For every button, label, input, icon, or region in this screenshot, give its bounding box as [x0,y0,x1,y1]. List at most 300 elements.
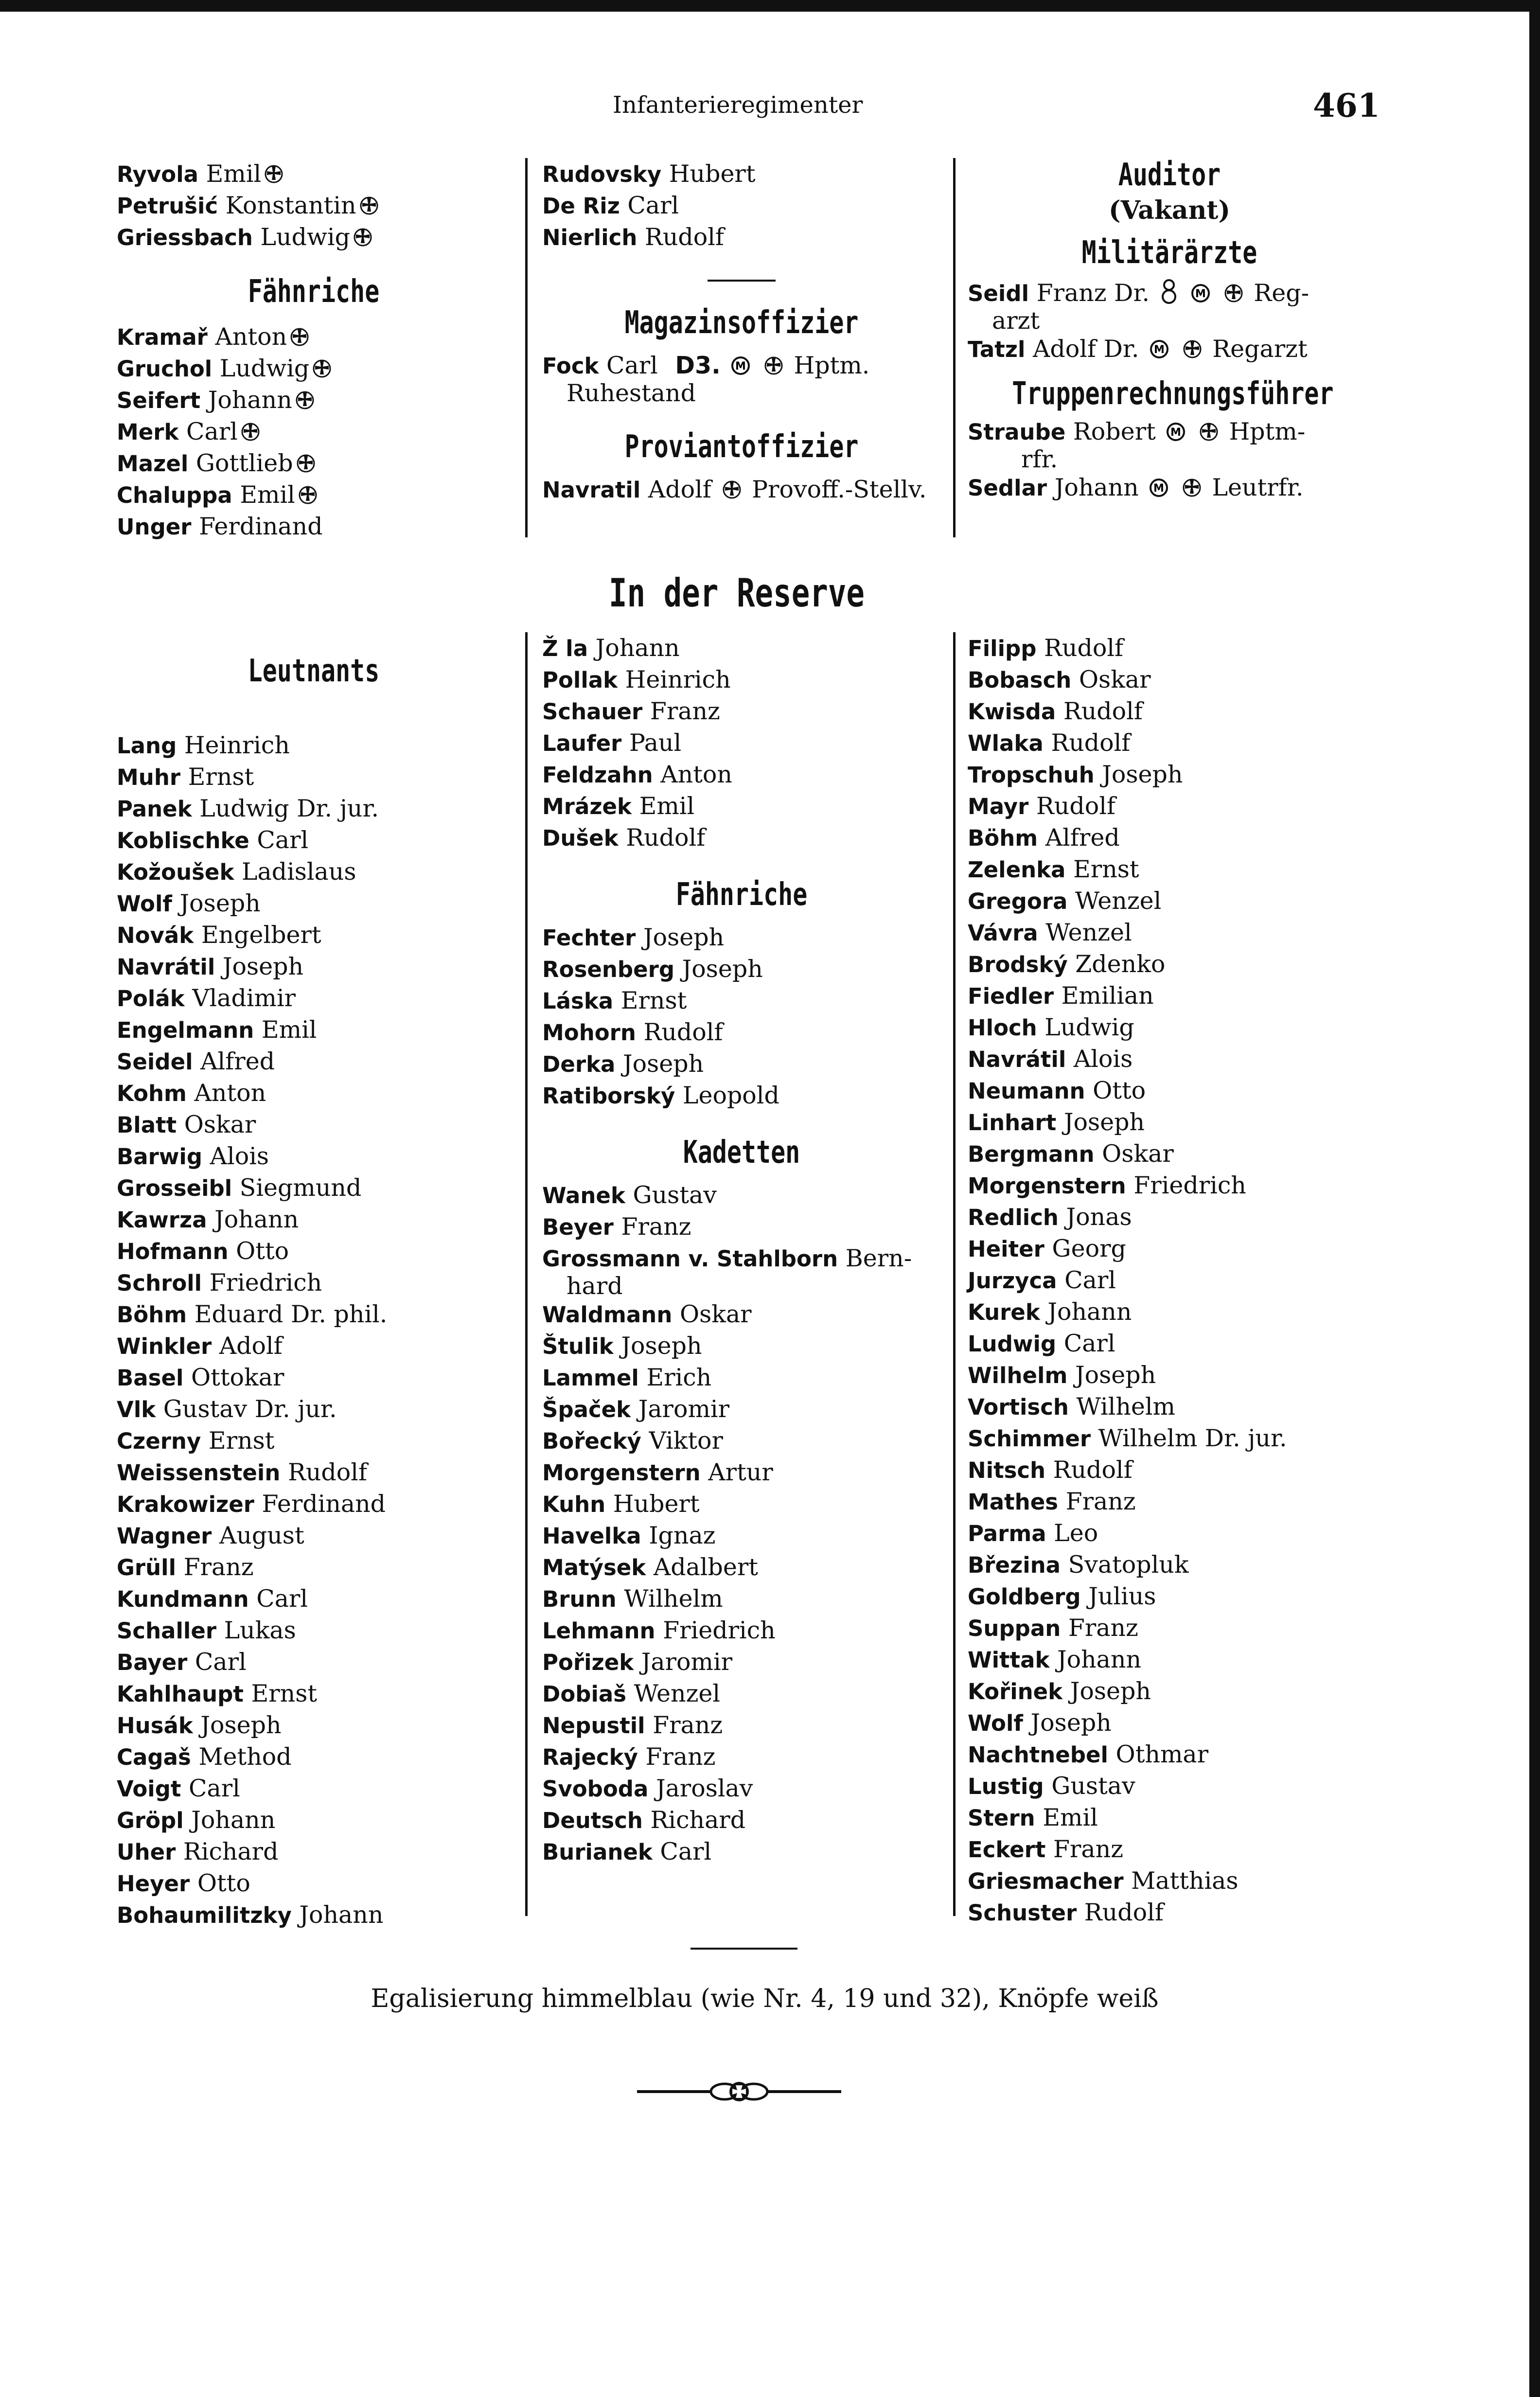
list-item [117,951,511,982]
surname: Kahlhaupt [117,1681,244,1707]
given-name: Oskar [1079,666,1151,693]
list-item [542,1179,941,1211]
given-name: Rudolf [644,223,725,251]
surname: Ryvola [117,161,199,187]
surname: Koblischke [117,828,249,853]
list-item [968,1612,1371,1644]
cross-pattee-icon [264,160,283,192]
list-item [117,1393,511,1425]
section-title: Auditor [1118,157,1221,193]
given-name: Lukas [224,1616,296,1644]
list-item [117,1709,511,1741]
given-name: Wilhelm [624,1585,723,1613]
surname: Seidl [968,281,1029,306]
list-item [117,1140,511,1172]
given-name: Engelbert [201,921,321,949]
surname: Navrátil [117,954,215,980]
given-name: Hubert [613,1490,700,1518]
surname: Heyer [117,1871,190,1897]
surname: Derka [542,1051,616,1077]
list-item [542,1804,941,1836]
reserve-title: In der Reserve [609,570,865,616]
given-name: Ludwig Dr. jur. [199,795,379,822]
surname: Husák [117,1713,193,1739]
given-name: Viktor [649,1427,723,1455]
surname: Laufer [542,730,622,756]
given-name: Carl [195,1648,247,1676]
surname: Burianek [542,1839,653,1865]
given-name: Joseph [1063,1108,1145,1136]
surname: Feldzahn [542,762,653,788]
given-name: Franz [653,1711,723,1739]
given-name: Carl [627,192,679,219]
surname: Vávra [968,920,1038,946]
cross-pattee-icon [312,355,332,386]
given-name: Joseph [682,955,763,983]
surname: Wittak [968,1647,1050,1673]
section-title: Fähnriche [248,274,380,310]
kadetten-list [542,1179,941,1867]
surname: Mohorn [542,1020,636,1046]
top-right-column [968,156,1371,503]
rank: Provoff.-Stellv. [752,476,927,503]
m-medal-icon [1166,418,1186,449]
given-name: Anton [215,323,287,351]
surname: Kořinek [968,1679,1063,1705]
given-name: Johann [208,386,292,414]
surname: Láska [542,988,614,1014]
surname: Kurek [968,1299,1040,1325]
given-name: Ernst [208,1427,275,1455]
knot-icon [1160,278,1178,312]
section-title: Truppenrechnungsführer [1012,376,1334,412]
given-name: Alois [210,1142,269,1170]
surname: Uher [117,1839,176,1865]
surname: Wagner [117,1523,212,1549]
surname: Stern [968,1805,1035,1831]
surname: Voigt [117,1776,181,1802]
list-item-continued: arzt [992,307,1040,335]
surname: Weissenstein [117,1460,281,1486]
svg-text:M: M [735,360,746,373]
rank: Regarzt [1212,335,1308,363]
given-name: Oskar [679,1300,752,1328]
given-name: Johann [1057,1646,1141,1673]
list-item [968,416,1371,447]
list-item [968,1264,1371,1296]
column-rule [953,632,956,1916]
list-item [542,1741,941,1773]
reserve-right-column [968,632,1371,1928]
given-name: Franz Dr. [1036,279,1150,307]
given-name: Johann [595,634,680,662]
surname: Sedlar [968,475,1047,501]
list-item [117,1804,511,1836]
given-name: Ludwig [1044,1013,1134,1041]
given-name: Ludwig [260,223,350,251]
list-item [968,1233,1371,1264]
cross-pattee-icon [1182,474,1202,505]
given-name: Jonas [1066,1203,1132,1231]
list-item [542,790,941,822]
surname: Rudovsky [542,161,662,187]
given-name: Carl [256,1585,308,1613]
surname: Gruchol [117,356,212,382]
svg-text:M: M [1153,482,1165,495]
list-item [542,759,941,790]
svg-text:M: M [1170,426,1182,439]
surname: Grüll [117,1555,177,1580]
list-item [117,221,511,253]
list-item [117,1520,511,1551]
given-name: Adolf Dr. [1032,335,1139,363]
list-item [117,1615,511,1646]
list-item [117,1741,511,1773]
section-title: Kadetten [683,1135,800,1171]
given-name: Bern- [845,1244,912,1272]
surname: Ž la [542,636,588,661]
given-name: Ernst [188,763,254,791]
rank: Reg- [1254,279,1310,307]
given-name: Jaromir [638,1395,730,1423]
given-name: Emil [206,160,262,188]
surname: Parma [968,1521,1046,1546]
surname: Nitsch [968,1457,1046,1483]
list-item [968,1517,1371,1549]
list-item [117,729,511,761]
given-name: Leo [1054,1519,1098,1547]
surname: Špaček [542,1397,631,1422]
list-item [542,1298,941,1330]
given-name: Ottokar [191,1364,284,1391]
list-item [968,1675,1371,1707]
top-middle-column [542,158,941,505]
page-number: 461 [1313,87,1380,124]
rank: Leutrfr. [1212,474,1304,501]
list-item [542,350,941,381]
given-name: Wenzel [634,1680,721,1707]
given-name: Hubert [669,160,756,188]
surname: Neumann [968,1078,1085,1104]
given-name: Anton [660,761,732,788]
officer-list [117,158,511,253]
list-item [968,664,1371,695]
given-name: Ernst [620,987,687,1014]
footer-separator [690,1948,797,1950]
surname: Nepustil [542,1713,645,1739]
surname: Cagaš [117,1744,191,1770]
given-name: Rudolf [1063,697,1143,725]
surname: Gröpl [117,1808,184,1833]
list-item [117,1330,511,1362]
surname: Mathes [968,1489,1058,1515]
list-item [117,982,511,1014]
given-name: Johann [1054,474,1139,501]
surname: Bayer [117,1650,188,1675]
list-item [117,1425,511,1456]
surname: Kawrza [117,1207,207,1233]
list-item [968,1770,1371,1802]
list-item [117,824,511,856]
given-name: Carl [660,1838,712,1865]
given-name: Rudolf [643,1018,723,1046]
given-name: Rudolf [1051,729,1131,757]
surname: Griessbach [117,225,253,250]
surname: Petrušić [117,193,218,219]
surname: Brunn [542,1586,617,1612]
given-name: Vladimir [192,984,296,1012]
surname: Chaluppa [117,482,232,508]
m-medal-icon [1150,335,1169,367]
rank: Hptm. [794,352,870,379]
given-name: Joseph [1102,761,1183,788]
list-item [968,1328,1371,1359]
surname: Morgenstern [968,1173,1126,1199]
list-item [968,1391,1371,1422]
surname: Havelka [542,1523,641,1549]
surname: Dušek [542,825,619,851]
surname: Gregora [968,888,1068,914]
list-item [968,695,1371,727]
surname: Kuhn [542,1491,606,1517]
list-item [542,1330,941,1362]
list-item [968,822,1371,853]
given-name: Friedrich [209,1269,322,1296]
surname: Redlich [968,1205,1059,1230]
list-item [542,221,941,253]
given-name: Franz [650,697,720,725]
given-name: Joseph [1070,1677,1151,1705]
surname: Mayr [968,794,1029,819]
list-item [968,1170,1371,1201]
m-medal-icon [1149,474,1168,505]
reserve-middle-column [542,632,941,1867]
given-name: Joseph [222,953,304,980]
list-item [542,1080,941,1111]
given-name: August [219,1522,304,1549]
list-item [117,1773,511,1804]
surname: Ratiborský [542,1083,675,1109]
surname: Muhr [117,764,181,790]
given-name: Wilhelm Dr. jur. [1098,1424,1287,1452]
officer-list [542,158,941,253]
surname: Suppan [968,1616,1061,1641]
given-name: Ignaz [649,1522,716,1549]
given-name: Gustav Dr. jur. [163,1395,337,1423]
given-name: Konstantin [225,192,356,219]
given-name: Gustav [633,1181,717,1209]
given-name: Johann [191,1806,276,1834]
surname: Rajecký [542,1744,638,1770]
list-item [117,447,511,479]
surname: Bořecký [542,1428,641,1454]
list-item [542,1646,941,1678]
cross-pattee-icon [295,386,315,418]
list-item [968,1549,1371,1580]
list-item [542,1488,941,1520]
surname: Jurzyca [968,1268,1057,1294]
surname: Brodský [968,952,1068,977]
list-item-continued: Ruhestand [566,379,696,407]
given-name: Ladislaus [241,858,356,886]
section-subtitle: (Vakant) [1108,195,1231,225]
list-item-continued: hard [566,1272,623,1300]
list-item [117,1646,511,1678]
surname: Kwisda [968,699,1056,725]
cross-pattee-icon [764,352,783,383]
surname: Czerny [117,1428,201,1454]
section-title: Proviantoffizier [624,429,859,465]
surname: Merk [117,419,179,445]
given-name: Alfred [200,1048,275,1075]
surname: Schuster [968,1900,1077,1926]
surname: Engelmann [117,1017,254,1043]
list-item [117,793,511,824]
given-name: Johann [299,1901,384,1929]
given-name: Erich [646,1364,712,1391]
given-name: Friedrich [1133,1172,1246,1199]
given-name: Otto [197,1869,250,1897]
given-name: Franz [1068,1614,1138,1642]
surname: Březina [968,1552,1061,1578]
list-item-continued: rfr. [1021,445,1058,473]
cross-pattee-icon [1224,279,1243,311]
list-item [542,474,941,505]
given-name: Richard [183,1838,279,1865]
list-item [117,1456,511,1488]
surname: Mazel [117,451,189,477]
list-item [968,980,1371,1012]
given-name: Friedrich [663,1616,776,1644]
list-item [117,1551,511,1583]
given-name: Julius [1088,1582,1156,1610]
list-item [117,384,511,416]
given-name: Leopold [682,1082,779,1109]
surname: Vlk [117,1397,156,1422]
given-name: Adalbert [653,1553,758,1581]
given-name: Wenzel [1075,887,1162,915]
list-item [542,695,941,727]
surname: Schaller [117,1618,217,1644]
list-item [117,158,511,190]
list-item [968,1739,1371,1770]
column-rule [953,158,956,537]
list-item [542,1583,941,1615]
m-medal-icon [731,352,750,383]
surname: Wolf [968,1710,1023,1736]
surname: Rosenberg [542,957,675,982]
surname: Tropschuh [968,762,1095,788]
given-name: Carl [606,352,658,379]
surname: Dobiaš [542,1681,627,1707]
cross-pattee-icon [296,449,316,481]
surname: Morgenstern [542,1460,701,1486]
given-name: Carl [186,418,238,445]
surname: Kohm [117,1081,187,1106]
given-name: Joseph [1075,1361,1156,1389]
surname: Eckert [968,1837,1046,1863]
given-name: Matthias [1131,1867,1239,1895]
surname: Waldmann [542,1302,673,1328]
cross-pattee-icon [1183,335,1202,367]
surname: Unger [117,514,192,540]
list-item [117,1836,511,1867]
list-item [968,1707,1371,1739]
given-name: Emil [1043,1804,1098,1831]
list-item [117,1362,511,1393]
list-item [968,948,1371,980]
list-item [117,888,511,919]
given-name: Alfred [1045,824,1120,852]
surname: Nachtnebel [968,1742,1108,1768]
surname: Goldberg [968,1584,1081,1610]
list-item [542,1456,941,1488]
surname: Bergmann [968,1141,1095,1167]
list-item [542,727,941,759]
list-item [117,1046,511,1077]
list-item [117,1678,511,1709]
list-item [542,1048,941,1080]
surname: Griesmacher [968,1868,1124,1894]
list-item [542,1211,941,1243]
given-name: Heinrich [184,731,290,759]
surname: Kožoušek [117,859,234,885]
list-item [117,1583,511,1615]
list-item [117,1204,511,1235]
list-item [117,1109,511,1140]
surname: Štulik [542,1333,614,1359]
footer-note: Egalisierung himmelblau (wie Nr. 4, 19 und 32), Knöpfe weiß [371,1984,1159,2013]
surname: Bohaumilitzky [117,1902,292,1928]
surname: Blatt [117,1112,177,1138]
given-name: Ernst [251,1680,318,1707]
list-item [968,1201,1371,1233]
surname: Krakowizer [117,1491,254,1517]
list-item [968,1833,1371,1865]
given-name: Artur [708,1458,773,1486]
given-name: Otto [236,1237,289,1265]
given-name: Otto [1093,1077,1146,1104]
list-item [117,1235,511,1267]
list-item [968,1580,1371,1612]
list-item [542,985,941,1016]
surname: Svoboda [542,1776,649,1802]
given-name: Rudolf [1084,1899,1164,1926]
given-name: Jaromir [641,1648,733,1676]
given-name: Rudolf [1036,792,1116,820]
given-name: Eduard Dr. phil. [194,1300,388,1328]
surname: Wolf [117,891,172,917]
surname: Kramař [117,324,208,350]
list-item [968,1138,1371,1170]
given-name: Emil [639,792,695,820]
list-item [968,1422,1371,1454]
surname: Winkler [117,1333,212,1359]
reserve-list [968,632,1371,1928]
list-item [968,1865,1371,1897]
given-name: Emil [240,481,295,509]
list-item [542,822,941,853]
surname: Basel [117,1365,184,1391]
list-item [117,353,511,384]
separator [708,280,776,282]
list-item [968,727,1371,759]
list-item [117,761,511,793]
list-item [542,1393,941,1425]
given-name: Johann [1047,1298,1132,1326]
list-item [117,321,511,353]
surname: Seidel [117,1049,193,1075]
